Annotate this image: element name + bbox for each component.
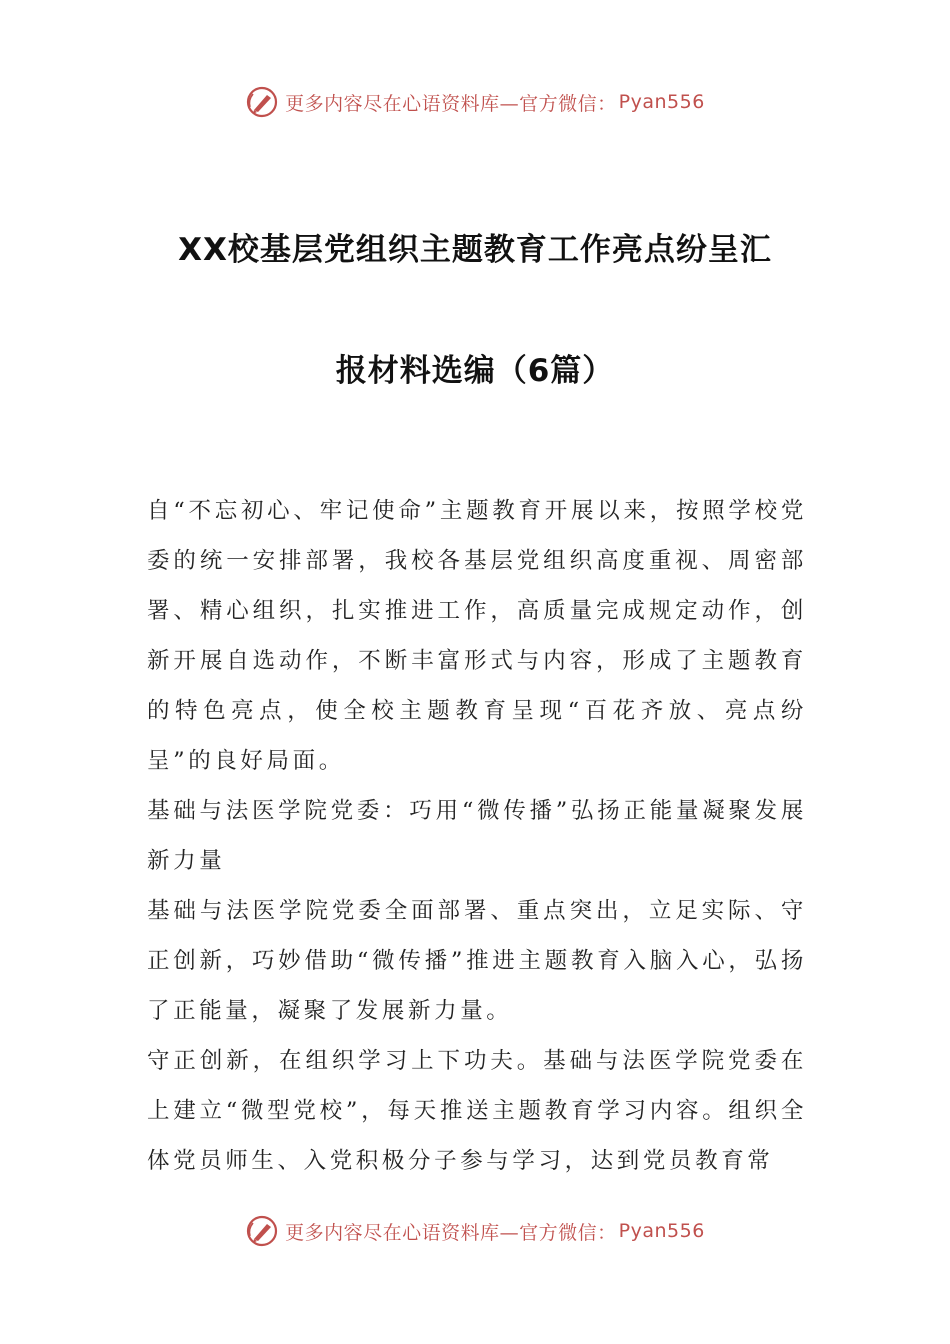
paragraph: 基础与法医学院党委全面部署、重点突出，立足实际、守正创新，巧妙借助“微传播”推进主题教育入脑入心，弘扬了正能量，凝聚了发展新力量。 xyxy=(147,898,807,1024)
footer-watermark xyxy=(0,1211,950,1251)
document-body xyxy=(147,486,807,1186)
document-title-line-1: XX校基层党组织主题教育工作亮点纷呈汇 xyxy=(178,232,772,268)
document-title-line-2: 报材料选编（6篇） xyxy=(335,353,615,389)
watermark-text: 更多内容尽在心语资料库—官方微信： xyxy=(285,1221,617,1244)
header-watermark xyxy=(0,82,950,122)
section-heading: 基础与法医学院党委：巧用“微传播”弘扬正能量凝聚发展新力量 xyxy=(147,798,807,874)
pen-logo-icon xyxy=(245,85,279,119)
watermark-contact: Pyan556 xyxy=(618,91,705,113)
paragraph: 守正创新，在组织学习上下功夫。基础与法医学院党委在上建立“微型党校”，每天推送主题教育学习内容。组织全体党员师生、入党积极分子参与学习，达到党员教育常 xyxy=(147,1048,807,1174)
pen-logo-icon xyxy=(245,1214,279,1248)
watermark-contact: Pyan556 xyxy=(618,1220,705,1242)
paragraph: 自“不忘初心、牢记使命”主题教育开展以来，按照学校党委的统一安排部署，我校各基层党组织高度重视、周密部署、精心组织，扎实推进工作，高质量完成规定动作，创新开展自选动作，不断丰富形式与内容，形成了主题教育的特色亮点，使全校主题教育呈现“百花齐放、亮点纷呈”的良好局面。 xyxy=(147,498,807,774)
watermark-text: 更多内容尽在心语资料库—官方微信： xyxy=(285,92,617,115)
